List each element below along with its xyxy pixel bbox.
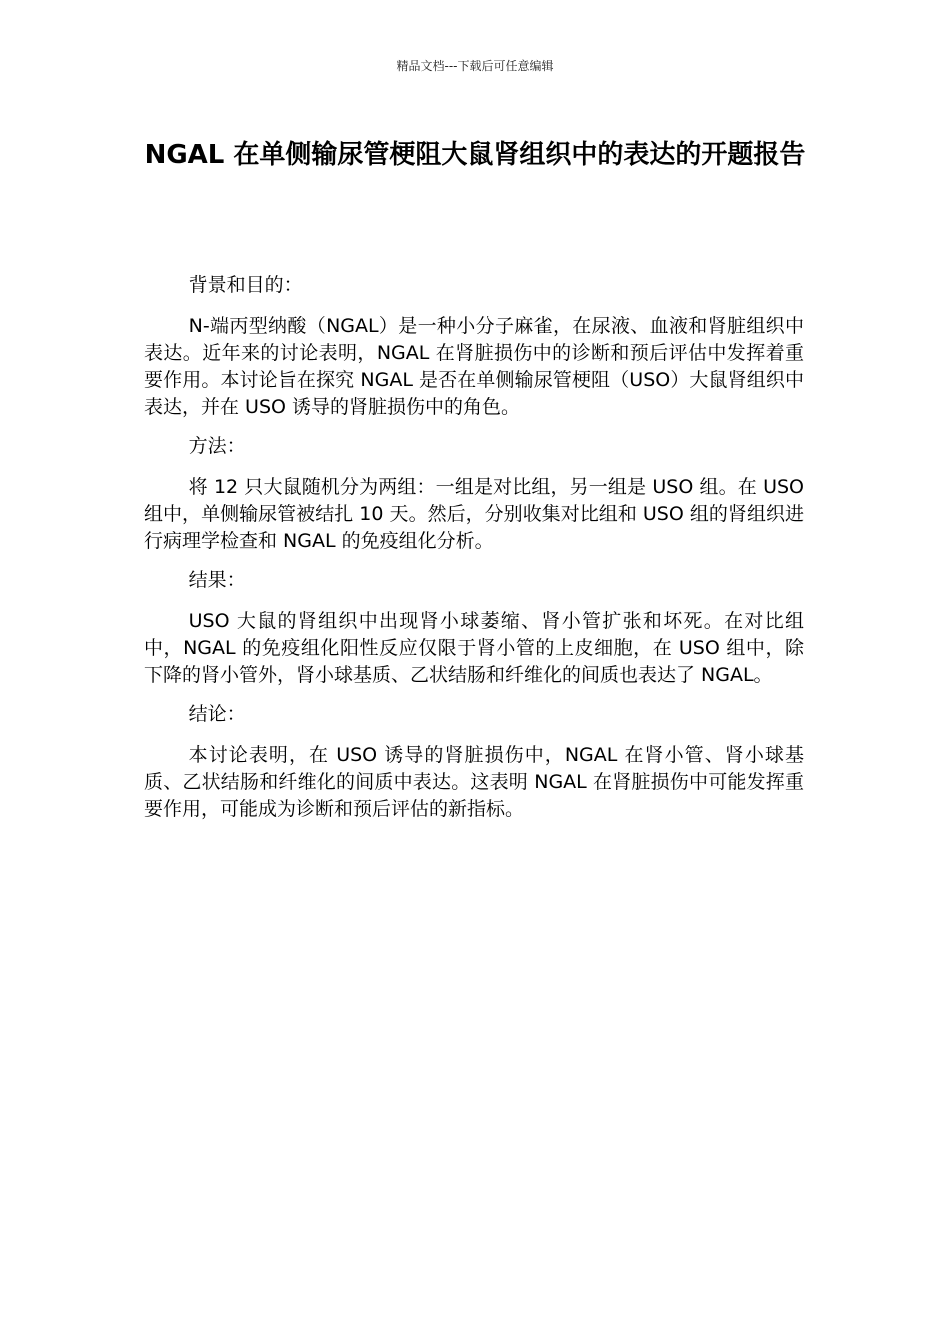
section-body-conclusion: 本讨论表明，在 USO 诱导的肾脏损伤中，NGAL 在肾小管、肾小球基质、乙状结肠和纤维化的间质中表达。这表明 NGAL 在肾脏损伤中可能发挥重要作用，可能成为诊断和预后评估的新指标。 — [144, 744, 804, 820]
section-heading-conclusion: 结论： — [188, 703, 246, 725]
section-body-results: USO 大鼠的肾组织中出现肾小球萎缩、肾小管扩张和坏死。在对比组中，NGAL 的免疫组化阳性反应仅限于肾小管的上皮细胞，在 USO 组中，除下降的肾小管外，肾小球基质、乙状结肠和纤维化的间质也表达了 NGAL。 — [144, 610, 804, 686]
section-conclusion — [144, 701, 804, 823]
section-heading-results: 结果： — [188, 569, 246, 591]
document-body — [144, 272, 804, 835]
section-heading-background: 背景和目的： — [188, 274, 303, 296]
section-methods — [144, 433, 804, 555]
section-background — [144, 272, 804, 421]
document-title: NGAL 在单侧输尿管梗阻大鼠肾组织中的表达的开题报告 — [144, 140, 806, 170]
section-results — [144, 567, 804, 689]
section-body-background: N-端丙型纳酸（NGAL）是一种小分子麻雀，在尿液、血液和肾脏组织中表达。近年来的讨论表明，NGAL 在肾脏损伤中的诊断和预后评估中发挥着重要作用。本讨论旨在探究 NGAL 是否在单侧输尿管梗阻（USO）大鼠肾组织中表达，并在 USO 诱导的肾脏损伤中的角色。 — [144, 315, 804, 418]
section-heading-methods: 方法： — [188, 435, 246, 457]
section-body-methods: 将 12 只大鼠随机分为两组：一组是对比组，另一组是 USO 组。在 USO 组中，单侧输尿管被结扎 10 天。然后，分别收集对比组和 USO 组的肾组织进行病理学检查和 NGAL 的免疫组化分析。 — [144, 476, 804, 552]
header-note: 精品文档---下载后可任意编辑 — [396, 59, 554, 73]
